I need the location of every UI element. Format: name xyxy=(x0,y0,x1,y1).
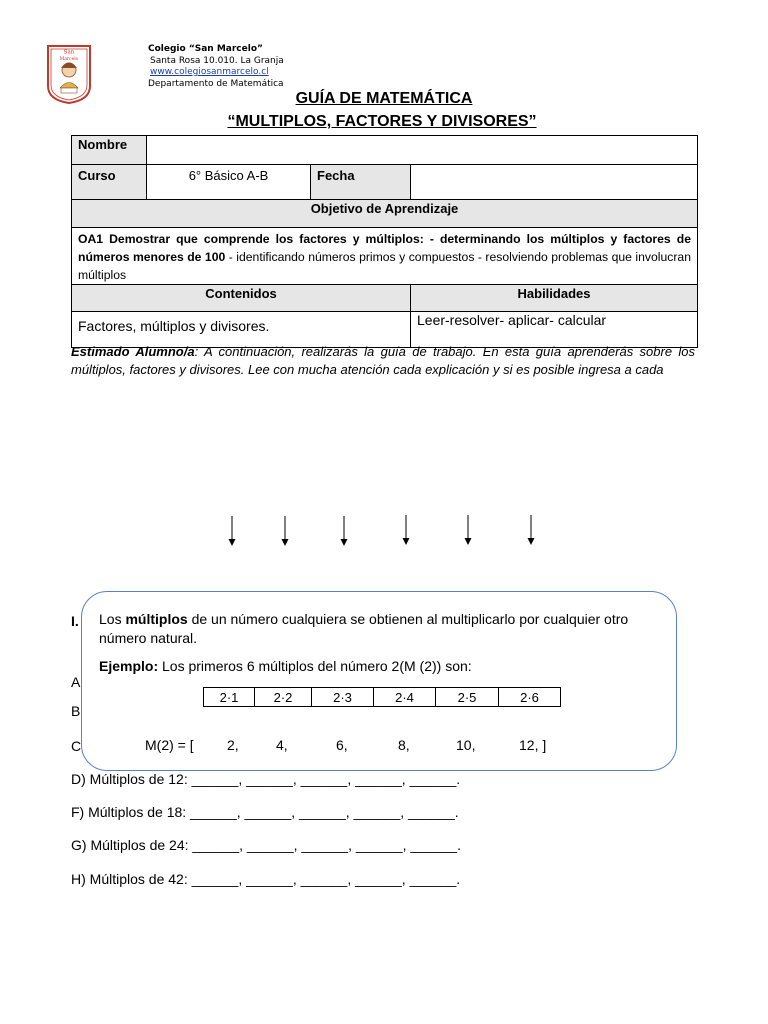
product-cell: 2·3 xyxy=(312,688,374,707)
habilidades-header: Habilidades xyxy=(411,285,698,312)
school-address: Santa Rosa 10.010. La Granja xyxy=(150,55,284,66)
fecha-label: Fecha xyxy=(311,165,411,200)
product-cell: 2·6 xyxy=(499,688,561,707)
down-arrow-icon xyxy=(463,514,473,546)
school-name: Colegio “San Marcelo” xyxy=(148,44,263,54)
example-line xyxy=(99,658,472,674)
nombre-label: Nombre xyxy=(72,136,147,165)
product-cell: 2·2 xyxy=(255,688,312,707)
down-arrow-icon xyxy=(280,515,290,547)
down-arrow-icon xyxy=(526,514,536,546)
guide-subtitle: “MULTIPLOS, FACTORES Y DIVISORES” xyxy=(227,113,537,130)
intro-text: : A continuación, realizarás la guía de trabajo. En esta guía aprenderás sobre los múltiplos, factores y divisores. Lee con mucha atención cada explicación y si es posible ingresa a cada xyxy=(71,344,695,377)
multiples-definition-callout xyxy=(81,591,677,771)
products-table xyxy=(203,687,561,707)
m2-value: 10, xyxy=(456,737,476,753)
example-label: Ejemplo: xyxy=(99,658,159,674)
contenidos-header: Contenidos xyxy=(72,285,411,312)
down-arrow-icon xyxy=(227,515,237,547)
m2-value: 6, xyxy=(336,737,348,753)
nombre-field[interactable] xyxy=(147,136,698,165)
down-arrow-icon xyxy=(339,515,349,547)
exercise-c: C xyxy=(71,738,82,754)
m2-value: 4, xyxy=(276,737,288,753)
svg-text:San: San xyxy=(63,49,75,56)
product-cell: 2·5 xyxy=(436,688,499,707)
definition-keyword: múltiplos xyxy=(125,611,188,627)
section-number: I. xyxy=(71,613,79,629)
definition-start: Los xyxy=(99,611,126,627)
school-website-link[interactable]: www.colegiosanmarcelo.cl xyxy=(150,67,269,77)
intro-greeting: Estimado Alumno/a xyxy=(71,344,195,359)
exercise-b: B xyxy=(71,703,81,719)
m2-value: 12, ] xyxy=(519,737,547,753)
m2-label: M(2) = [ xyxy=(145,737,194,753)
exercise-a: A xyxy=(71,674,81,690)
objetivo-header: Objetivo de Aprendizaje xyxy=(72,200,698,228)
contenidos-value: Factores, múltiplos y divisores. xyxy=(72,312,411,348)
fecha-field[interactable] xyxy=(411,165,698,200)
exercise-g: G) Múltiplos de 24: ______, ______, ______, ______, ______. xyxy=(71,837,461,853)
objetivo-bold: OA1 Demostrar que comprende los factores y múltiplos: - determinando los múltiplos y factores de números menores de 100 xyxy=(78,232,691,264)
school-info xyxy=(148,44,284,90)
exercise-d: D) Múltiplos de 12: ______, ______, ______, ______, ______. xyxy=(71,771,461,787)
definition-text xyxy=(99,610,659,648)
m2-value: 8, xyxy=(398,737,410,753)
curso-label: Curso xyxy=(72,165,147,200)
product-cell: 2·1 xyxy=(204,688,255,707)
exercise-h: H) Múltiplos de 42: ______, ______, ______, ______, ______. xyxy=(71,871,461,887)
objetivo-rest: - identificando números primos y compuestos - resolviendo problemas que involucran múltiplos xyxy=(78,250,691,282)
down-arrow-icon xyxy=(401,514,411,546)
intro-paragraph xyxy=(71,343,695,378)
habilidades-value: Leer-resolver- aplicar- calcular xyxy=(411,312,698,348)
product-cell: 2·4 xyxy=(374,688,436,707)
objetivo-text xyxy=(72,228,698,285)
guide-title: GUÍA DE MATEMÁTICA xyxy=(295,90,473,107)
m2-value: 2, xyxy=(227,737,239,753)
definition-rest: de un número cualquiera se obtienen al multiplicarlo por cualquier otro número natural. xyxy=(99,611,629,646)
example-text: Los primeros 6 múltiplos del número 2(M (2)) son: xyxy=(158,658,472,674)
curso-value: 6° Básico A-B xyxy=(147,165,311,200)
department-name: Departamento de Matemática xyxy=(148,78,284,89)
student-info-table xyxy=(71,135,698,348)
exercise-f: F) Múltiplos de 18: ______, ______, ______, ______, ______. xyxy=(71,804,459,820)
svg-text:Marcelo: Marcelo xyxy=(59,57,79,62)
